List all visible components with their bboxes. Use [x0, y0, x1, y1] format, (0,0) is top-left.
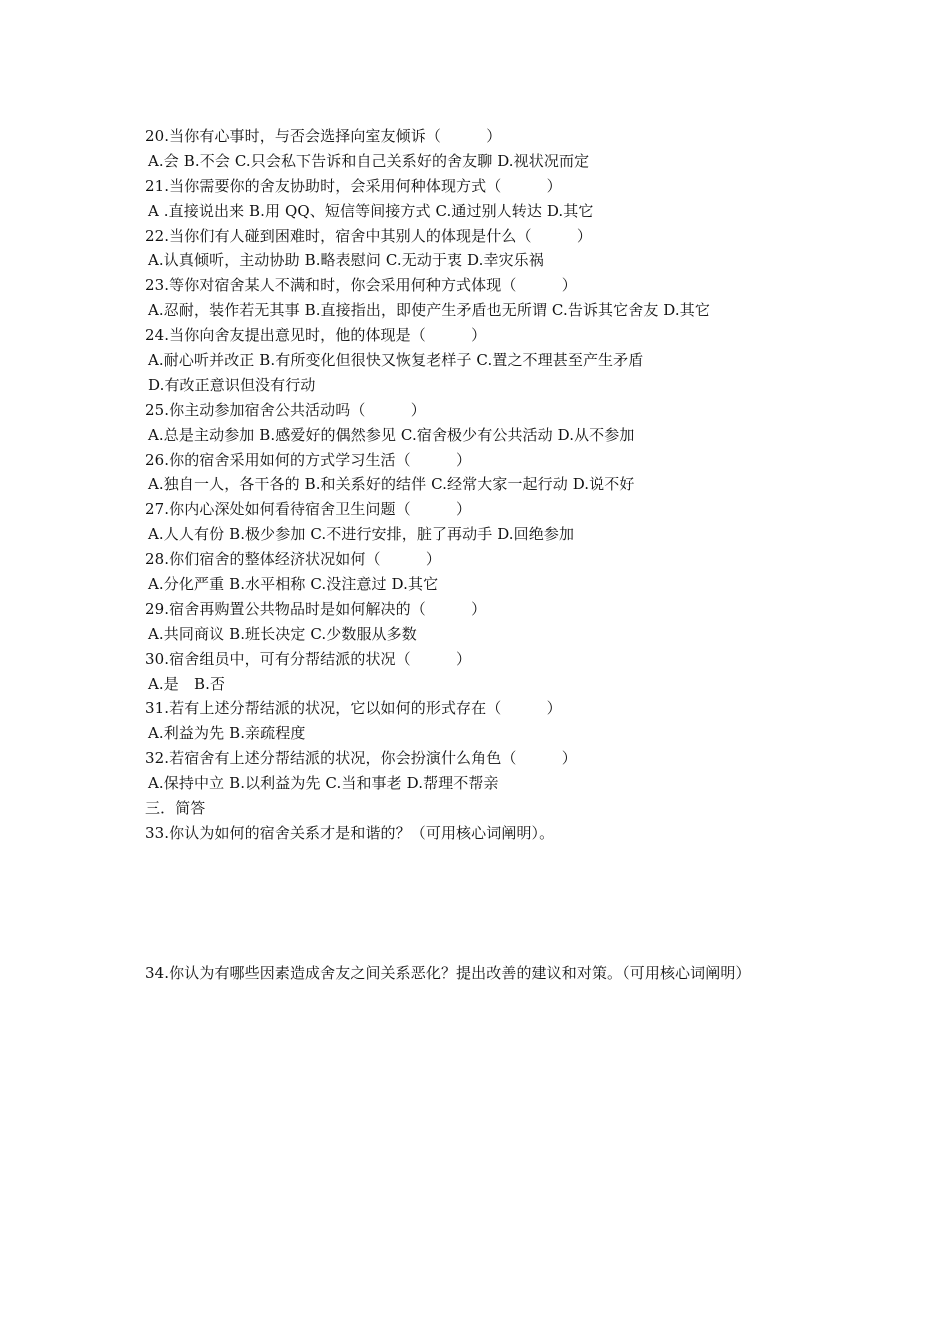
question-32: 32.若宿舍有上述分帮结派的状况，你会扮演什么角色（ ）: [145, 749, 577, 768]
question-20: 20.当你有心事时，与否会选择向室友倾诉（ ）: [145, 127, 502, 145]
question-28: 28.你们宿舍的整体经济状况如何（ ）: [145, 550, 441, 569]
question-21: 21.当你需要你的舍友协助时，会采用何种体现方式（ ）: [145, 176, 562, 195]
question-23-options: A.忍耐，装作若无其事 B.直接指出，即使产生矛盾也无所谓 C.告诉其它舍友 D.其它: [148, 301, 710, 320]
questionnaire-body: [145, 124, 810, 986]
question-30: 30.宿舍组员中，可有分帮结派的状况（ ）: [145, 649, 472, 668]
question-33: 33.你认为如何的宿舍关系才是和谐的？（可用核心词阐明）。: [145, 823, 555, 842]
question-29: 29.宿舍再购置公共物品时是如何解决的（ ）: [145, 599, 487, 618]
section-heading-short-answer: 三．简答: [145, 799, 206, 818]
question-24: 24.当你向舍友提出意见时，他的体现是（ ）: [145, 326, 487, 345]
question-20-options: A.会 B.不会 C.只会私下告诉和自己关系好的舍友聊 D.视状况而定: [148, 151, 590, 170]
question-24-options-cont: D.有改正意识但没有行动: [148, 375, 316, 394]
question-28-options: A.分化严重 B.水平相称 C.没注意过 D.其它: [148, 575, 439, 594]
question-29-options: A.共同商议 B.班长决定 C.少数服从多数: [148, 624, 417, 643]
question-31-options: A.利益为先 B.亲疏程度: [148, 724, 306, 743]
question-32-options: A.保持中立 B.以利益为先 C.当和事老 D.帮理不帮亲: [148, 774, 499, 793]
question-24-options: A.耐心听并改正 B.有所变化但很快又恢复老样子 C.置之不理甚至产生矛盾: [148, 351, 644, 370]
question-31: 31.若有上述分帮结派的状况，它以如何的形式存在（ ）: [145, 699, 562, 718]
answer-space-33: [145, 846, 810, 961]
question-26: 26.你的宿舍采用如何的方式学习生活（ ）: [145, 450, 472, 469]
question-22-options: A.认真倾听，主动协助 B.略表慰问 C.无动于衷 D.幸灾乐祸: [148, 251, 544, 270]
question-34: 34.你认为有哪些因素造成舍友之间关系恶化？提出改善的建议和对策。（可用核心词阐明）: [145, 963, 751, 982]
question-22: 22.当你们有人碰到困难时，宿舍中其别人的体现是什么（ ）: [145, 226, 592, 245]
question-27-options: A.人人有份 B.极少参加 C.不进行安排，脏了再动手 D.回绝参加: [148, 525, 575, 544]
question-25-options: A.总是主动参加 B.感爱好的偶然参见 C.宿舍极少有公共活动 D.从不参加: [148, 425, 635, 444]
question-27: 27.你内心深处如何看待宿舍卫生问题（ ）: [145, 500, 472, 519]
question-23: 23.等你对宿舍某人不满和时，你会采用何种方式体现（ ）: [145, 276, 577, 295]
question-25: 25.你主动参加宿舍公共活动吗（ ）: [145, 400, 426, 419]
question-26-options: A.独自一人，各干各的 B.和关系好的结伴 C.经常大家一起行动 D.说不好: [148, 475, 635, 494]
question-30-options: A.是 B.否: [148, 674, 226, 693]
question-21-options: A .直接说出来 B.用 QQ、短信等间接方式 C.通过别人转达 D.其它: [148, 201, 594, 220]
